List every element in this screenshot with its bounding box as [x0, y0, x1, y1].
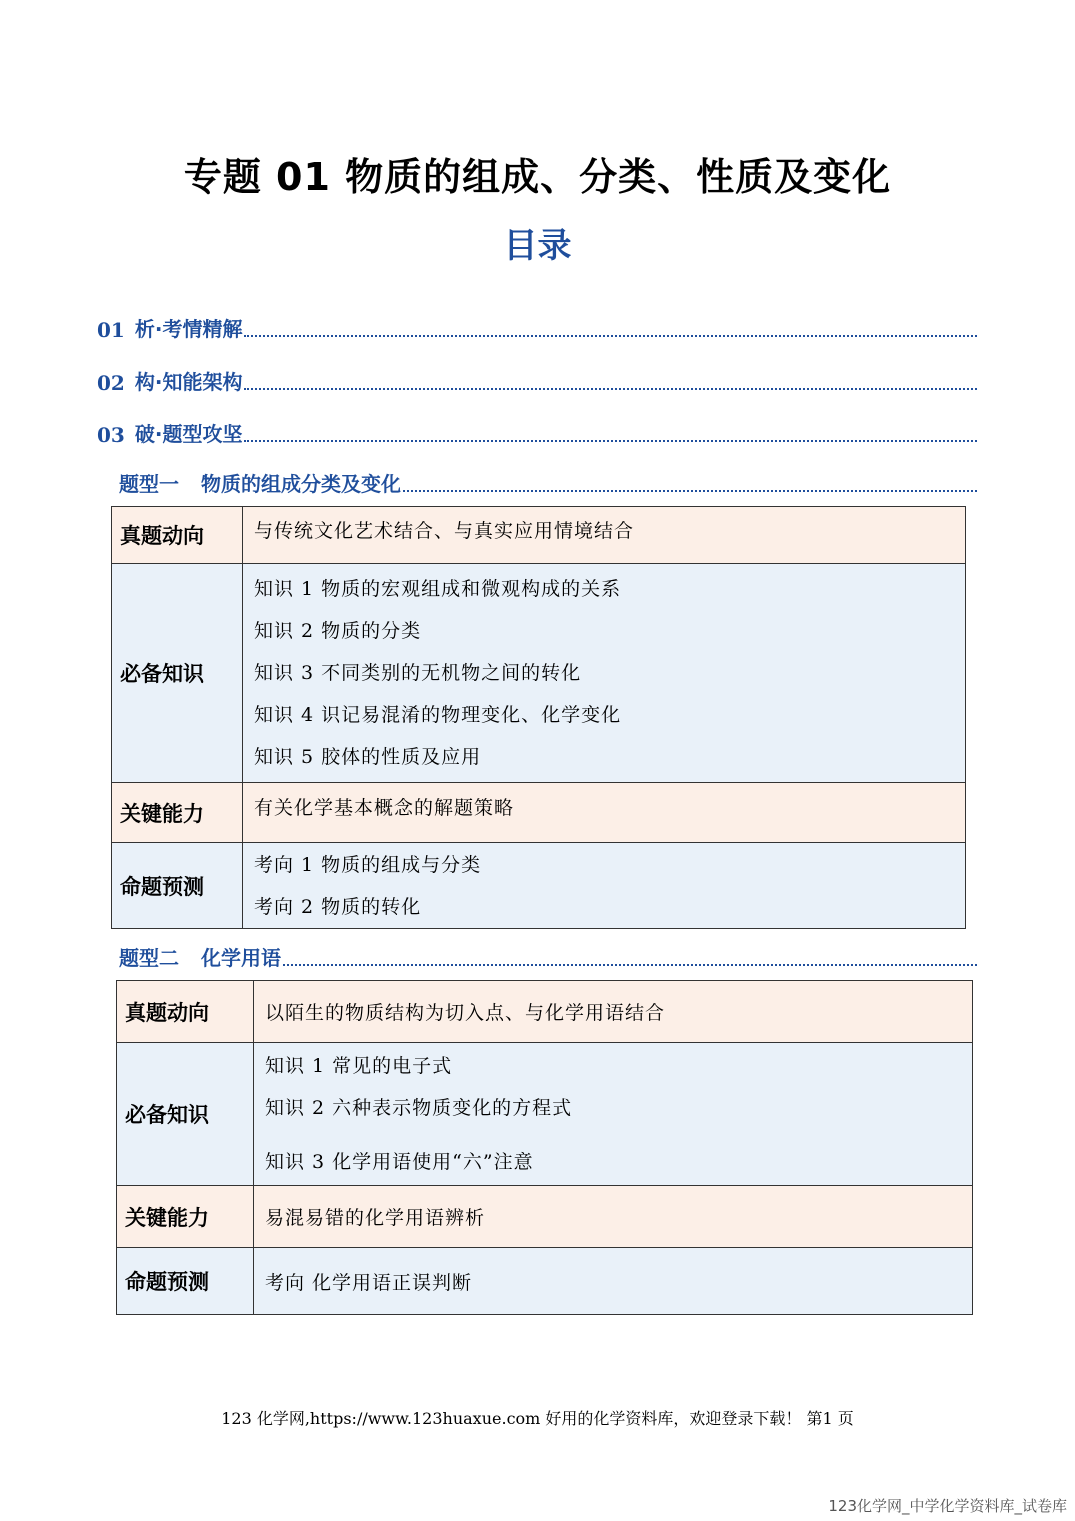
toc-item-label: 析·考情精解	[134, 317, 243, 341]
table-row	[112, 507, 966, 564]
toc-item-number: 02	[97, 371, 125, 395]
content-line: 以陌生的物质结构为切入点、与化学用语结合	[265, 1002, 666, 1024]
type-number: 题型二	[119, 946, 179, 970]
row-label: 必备知识	[117, 1043, 254, 1186]
content-line: 知识 1 物质的宏观组成和微观构成的关系	[254, 578, 622, 600]
toc-subitem-type1[interactable]	[119, 468, 977, 497]
table-row	[112, 843, 966, 929]
content-line: 知识 4 识记易混淆的物理变化、化学变化	[254, 704, 622, 726]
table-row	[112, 783, 966, 843]
row-label: 真题动向	[117, 981, 254, 1043]
page-footer: 123 化学网,https://www.123huaxue.com 好用的化学资料库，欢迎登录下载！ 第1 页	[221, 1409, 854, 1428]
toc-leader	[244, 440, 977, 442]
toc-item-number: 03	[97, 423, 125, 447]
content-line: 知识 3 不同类别的无机物之间的转化	[254, 662, 582, 684]
row-label: 命题预测	[117, 1248, 254, 1315]
content-line: 知识 1 常见的电子式	[265, 1055, 453, 1077]
content-line: 知识 5 胶体的性质及应用	[254, 746, 482, 768]
watermark-text: 123化学网_中学化学资料库_试卷库	[828, 1497, 1067, 1515]
type2-table	[116, 980, 973, 1315]
type-number: 题型一	[119, 472, 179, 496]
type-name: 化学用语	[201, 946, 281, 970]
toc-leader	[244, 335, 977, 337]
toc-item-label: 构·知能架构	[134, 370, 243, 394]
content-line: 有关化学基本概念的解题策略	[254, 797, 515, 819]
content-line: 考向 1 物质的组成与分类	[254, 853, 482, 876]
content-line: 易混易错的化学用语辨析	[265, 1207, 486, 1229]
row-label: 真题动向	[112, 507, 243, 564]
row-label: 关键能力	[112, 783, 243, 843]
table-row	[117, 981, 973, 1043]
row-content	[254, 1186, 973, 1248]
table-row	[112, 564, 966, 783]
row-content	[243, 507, 966, 564]
content-line: 知识 2 六种表示物质变化的方程式	[265, 1097, 573, 1119]
table-row	[117, 1043, 973, 1186]
toc-subitem-type2[interactable]	[119, 942, 977, 971]
toc-leader	[244, 388, 977, 390]
toc-item-01[interactable]	[97, 313, 977, 342]
table-row	[117, 1248, 973, 1315]
toc-leader	[283, 964, 977, 966]
row-content	[243, 783, 966, 843]
toc-leader	[403, 490, 977, 492]
row-label: 关键能力	[117, 1186, 254, 1248]
type1-table	[111, 506, 966, 929]
toc-item-03[interactable]	[97, 418, 977, 447]
toc-item-02[interactable]	[97, 366, 977, 395]
content-line: 与传统文化艺术结合、与真实应用情境结合	[254, 520, 635, 542]
row-content	[243, 843, 966, 929]
row-label: 必备知识	[112, 564, 243, 783]
row-content	[243, 564, 966, 783]
row-content	[254, 1248, 973, 1315]
toc-item-label: 破·题型攻坚	[134, 422, 243, 446]
row-content	[254, 1043, 973, 1186]
row-label: 命题预测	[112, 843, 243, 929]
content-line: 考向 化学用语正误判断	[265, 1271, 473, 1294]
type-name: 物质的组成分类及变化	[201, 472, 401, 496]
toc-item-number: 01	[97, 318, 125, 342]
content-line: 知识 3 化学用语使用“六”注意	[265, 1151, 534, 1173]
toc-heading: 目录	[503, 226, 572, 266]
table-row	[117, 1186, 973, 1248]
row-content	[254, 981, 973, 1043]
content-line: 知识 2 物质的分类	[254, 620, 422, 642]
page-title: 专题 01 物质的组成、分类、性质及变化	[183, 155, 892, 199]
content-line: 考向 2 物质的转化	[254, 895, 422, 918]
